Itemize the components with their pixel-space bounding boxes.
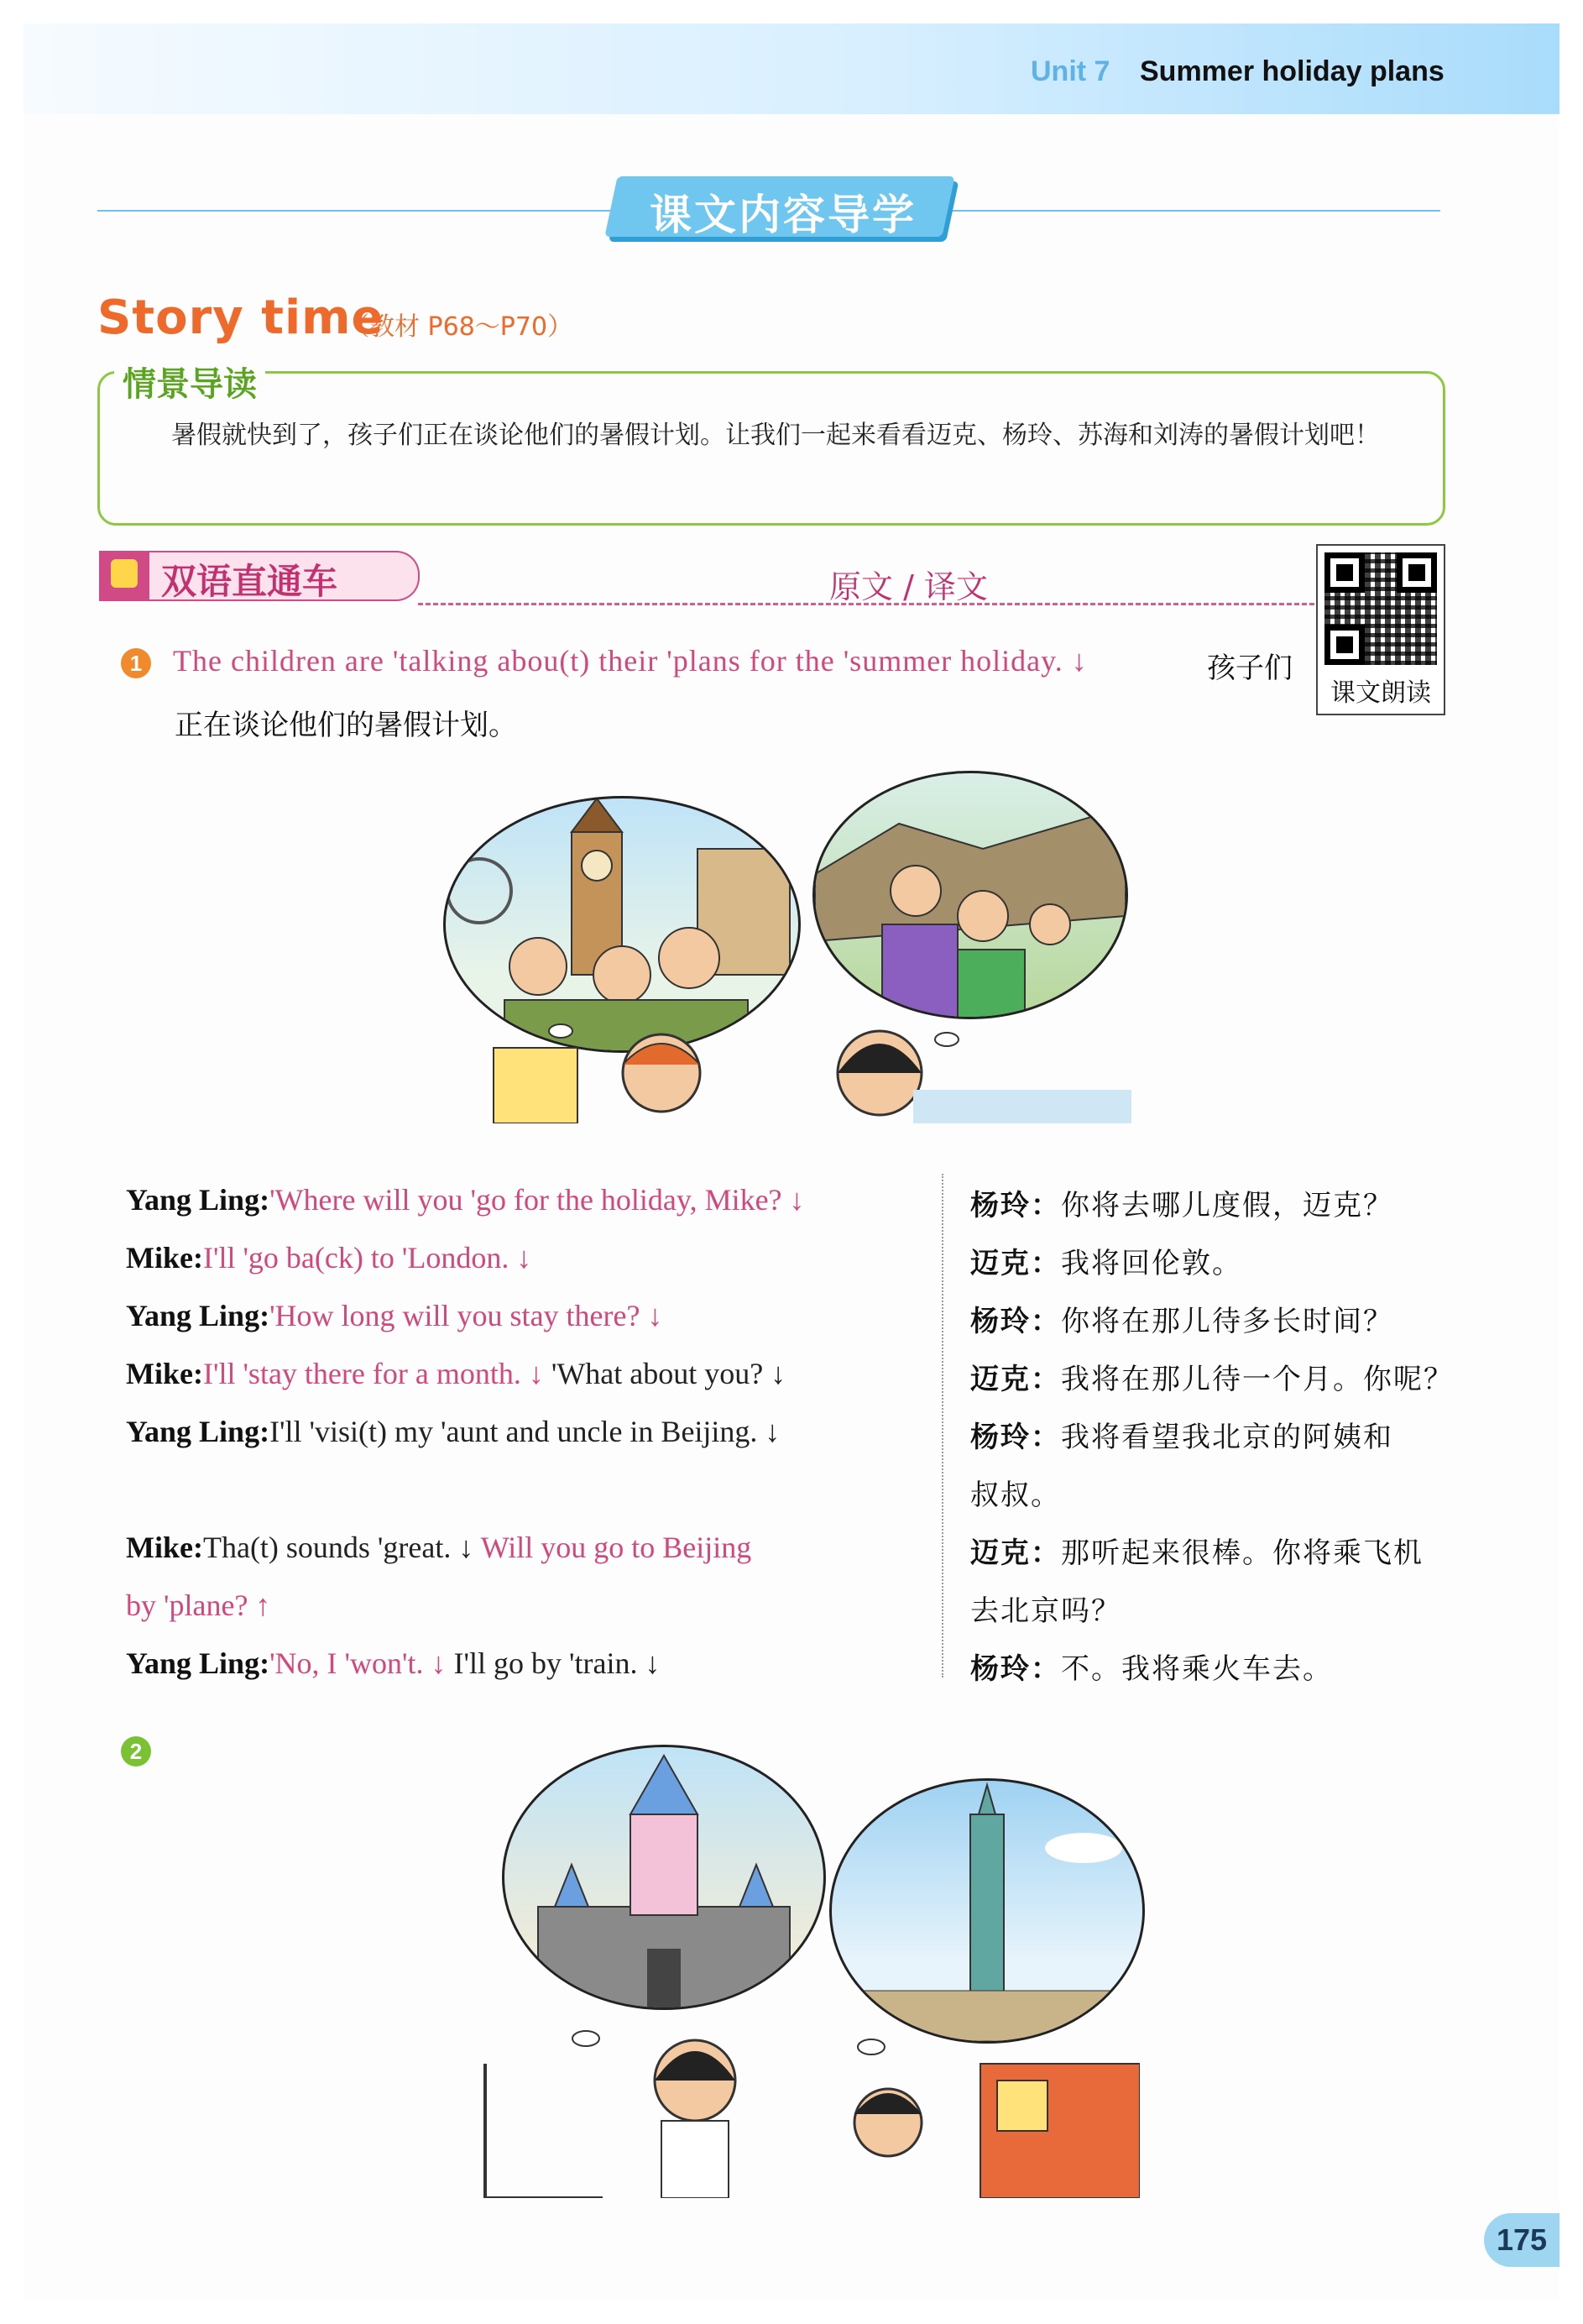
qr-label: 课文朗读: [1330, 678, 1431, 708]
bilingual-label: 双语直通车: [161, 561, 338, 602]
translation-line: 迈克：我将回伦敦。: [970, 1247, 1242, 1280]
part-number-1: 1: [121, 648, 151, 678]
translation-line: 杨玲：不。我将乘火车去。: [970, 1652, 1333, 1686]
translation-line: 迈克：那听起来很棒。你将乘飞机: [970, 1536, 1424, 1570]
qr-corner-tl: [1324, 552, 1365, 593]
part-number-2: 2: [121, 1736, 151, 1767]
story-title: Story time: [97, 290, 384, 345]
scenario-text: 暑假就快到了，孩子们正在谈论他们的暑假计划。让我们一起来看看迈克、杨玲、苏海和刘涛的暑假计划吧！: [171, 421, 1380, 450]
dialogue-line: by 'plane? ↑: [126, 1589, 271, 1622]
children-thinking-icon: [443, 1014, 1131, 1123]
textbook-page: [24, 24, 1559, 2300]
unit-title: Summer holiday plans: [1140, 55, 1445, 87]
dialogue-line: Mike:I'll 'stay there for a month. ↓ 'What about you? ↓: [126, 1357, 786, 1390]
banner-rule-left: [97, 210, 618, 212]
part1-sentence-cn-b: 正在谈论他们的暑假计划。: [175, 709, 517, 742]
section-banner-title: 课文内容导学: [650, 191, 917, 239]
great-wall-scene-icon: [815, 773, 1126, 1017]
dialogue-line: Yang Ling:I'll 'visi(t) my 'aunt and uncle in Beijing. ↓: [126, 1415, 781, 1448]
unit-label: Unit 7: [1031, 55, 1110, 87]
dashed-divider: [418, 603, 1330, 605]
london-scene-icon: [446, 798, 798, 1050]
translation-line: 去北京吗？: [970, 1594, 1121, 1628]
part1-sentence-en: The children are 'talking abou(t) their 'plans for the 'summer holiday. ↓: [173, 644, 1088, 678]
page-number: 175: [1484, 2213, 1559, 2267]
illustration-1: [443, 771, 1131, 1123]
column-separator: [942, 1174, 943, 1678]
thought-bubble-castle: [502, 1745, 826, 2010]
translation-line: 迈克：我将在那儿待一个月。你呢？: [970, 1363, 1454, 1396]
children-travel-icon: [477, 2013, 1140, 2198]
translation-line: 叔叔。: [970, 1479, 1061, 1512]
dialogue-line: Yang Ling:'How long will you stay there? ↓: [126, 1299, 663, 1332]
translation-line: 杨玲：我将看望我北京的阿姨和: [970, 1421, 1393, 1454]
scenario-tag: 情景导读: [114, 358, 265, 406]
dialogue-line: Yang Ling:'No, I 'won't. ↓ I'll go by 'train. ↓: [126, 1646, 661, 1680]
qr-code[interactable]: [1316, 544, 1445, 715]
taipei-tower-icon: [832, 1781, 1142, 2041]
textbook-pages: （教材 P68～P70）: [344, 312, 573, 342]
castle-scene-icon: [504, 1747, 823, 2007]
part1-sentence-cn-a: 孩子们: [1207, 652, 1293, 685]
thought-bubble-great-wall: [812, 771, 1128, 1019]
dialogue-line: Mike:Tha(t) sounds 'great. ↓ Will you go to Beijing: [126, 1531, 752, 1564]
train-icon: [99, 551, 149, 599]
original-translation-label: 原文 / 译文: [829, 568, 988, 605]
illustration-2: [477, 1728, 1140, 2198]
qr-corner-tr: [1397, 552, 1437, 593]
dialogue-line: Yang Ling:'Where will you 'go for the holiday, Mike? ↓: [126, 1183, 805, 1217]
translation-line: 杨玲：你将在那儿待多长时间？: [970, 1305, 1393, 1338]
qr-corner-bl: [1324, 625, 1365, 665]
banner-rule-right: [947, 210, 1440, 212]
translation-line: 杨玲：你将去哪儿度假，迈克？: [970, 1189, 1393, 1222]
thought-bubble-tower: [829, 1778, 1145, 2044]
dialogue-line: Mike:I'll 'go ba(ck) to 'London. ↓: [126, 1241, 532, 1275]
